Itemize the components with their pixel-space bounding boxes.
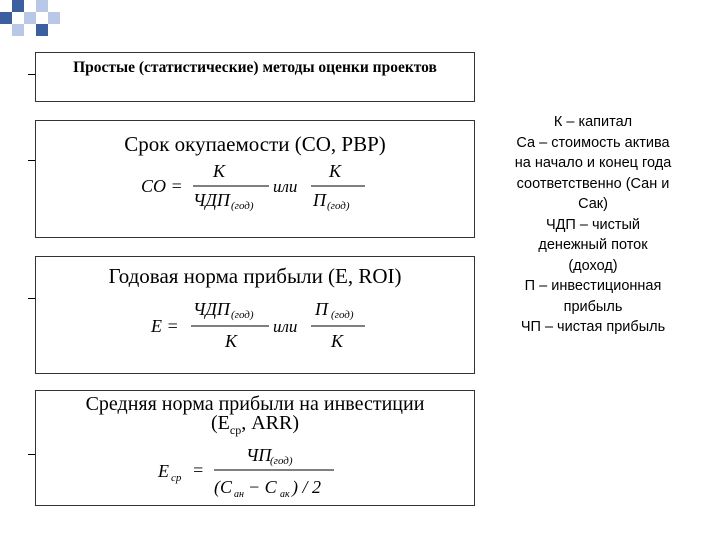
fraction-denominator-sub: ак bbox=[280, 489, 290, 500]
fraction-denominator: К bbox=[225, 331, 237, 351]
legend-line: денежный поток bbox=[538, 237, 648, 253]
payback-formula bbox=[141, 159, 381, 229]
fraction-denominator-part: − C bbox=[248, 477, 277, 497]
section-heading-line1: Средняя норма прибыли на инвестиции bbox=[85, 393, 425, 415]
decorative-squares bbox=[0, 0, 70, 40]
formula-lhs: E = bbox=[151, 316, 179, 336]
section-heading-line2 bbox=[36, 414, 474, 440]
legend-line: К – капитал bbox=[553, 114, 633, 130]
payback-period-box bbox=[35, 120, 475, 238]
fraction-denominator: ЧДП bbox=[193, 190, 230, 210]
fraction-denominator-sub: ан bbox=[234, 489, 244, 500]
title-box bbox=[35, 52, 475, 102]
annual-return-box bbox=[35, 256, 475, 374]
slide-title: Простые (статистические) методы оценки проектов bbox=[73, 59, 437, 76]
legend-line: Са – стоимость актива bbox=[516, 134, 670, 151]
fraction-denominator: П bbox=[313, 190, 326, 210]
fraction-denominator-part: (C bbox=[214, 477, 232, 497]
formula-or: или bbox=[273, 177, 298, 196]
formula-eq: = bbox=[192, 460, 205, 480]
fraction-numerator: К bbox=[329, 161, 341, 181]
legend-line: прибыль bbox=[563, 298, 623, 315]
fraction-denominator-sub: (год) bbox=[231, 200, 254, 212]
fraction-denominator: К bbox=[331, 331, 343, 351]
section-heading: Годовая норма прибыли (E, ROI) bbox=[108, 264, 402, 288]
fraction-denominator-sub: (год) bbox=[327, 200, 350, 212]
formula-or: или bbox=[273, 317, 298, 336]
definitions-legend bbox=[488, 112, 698, 338]
fraction-numerator: ЧП bbox=[246, 445, 272, 465]
legend-line: на начало и конец года bbox=[514, 155, 672, 171]
fraction-numerator-sub: (год) bbox=[270, 455, 293, 467]
legend-line: (доход) bbox=[568, 257, 618, 274]
average-return-box bbox=[35, 390, 475, 506]
fraction-numerator: П bbox=[315, 299, 328, 319]
legend-line: П – инвестиционная bbox=[524, 278, 662, 294]
heading-sub: ср bbox=[229, 423, 242, 437]
legend-line: ЧДП – чистый bbox=[545, 216, 641, 233]
average-return-formula bbox=[158, 441, 378, 511]
section-heading: Срок окупаемости (СО, PBP) bbox=[124, 132, 386, 156]
fraction-numerator-sub: (год) bbox=[231, 309, 254, 321]
legend-line: соответственно (Сан и bbox=[516, 175, 670, 192]
fraction-denominator-part: ) / 2 bbox=[292, 477, 321, 497]
annual-return-formula bbox=[151, 293, 391, 363]
fraction-numerator-sub: (год) bbox=[331, 309, 354, 321]
heading-part: (E bbox=[210, 412, 230, 434]
formula-lhs: E bbox=[158, 461, 169, 481]
fraction-numerator: ЧДП bbox=[193, 299, 230, 319]
legend-line: Сак) bbox=[578, 196, 608, 212]
formula-lhs: СО = bbox=[141, 176, 183, 196]
fraction-numerator: К bbox=[213, 161, 225, 181]
formula-lhs-sub: ср bbox=[171, 472, 182, 484]
heading-part: , ARR) bbox=[241, 412, 299, 434]
legend-line: ЧП – чистая прибыль bbox=[520, 319, 666, 335]
